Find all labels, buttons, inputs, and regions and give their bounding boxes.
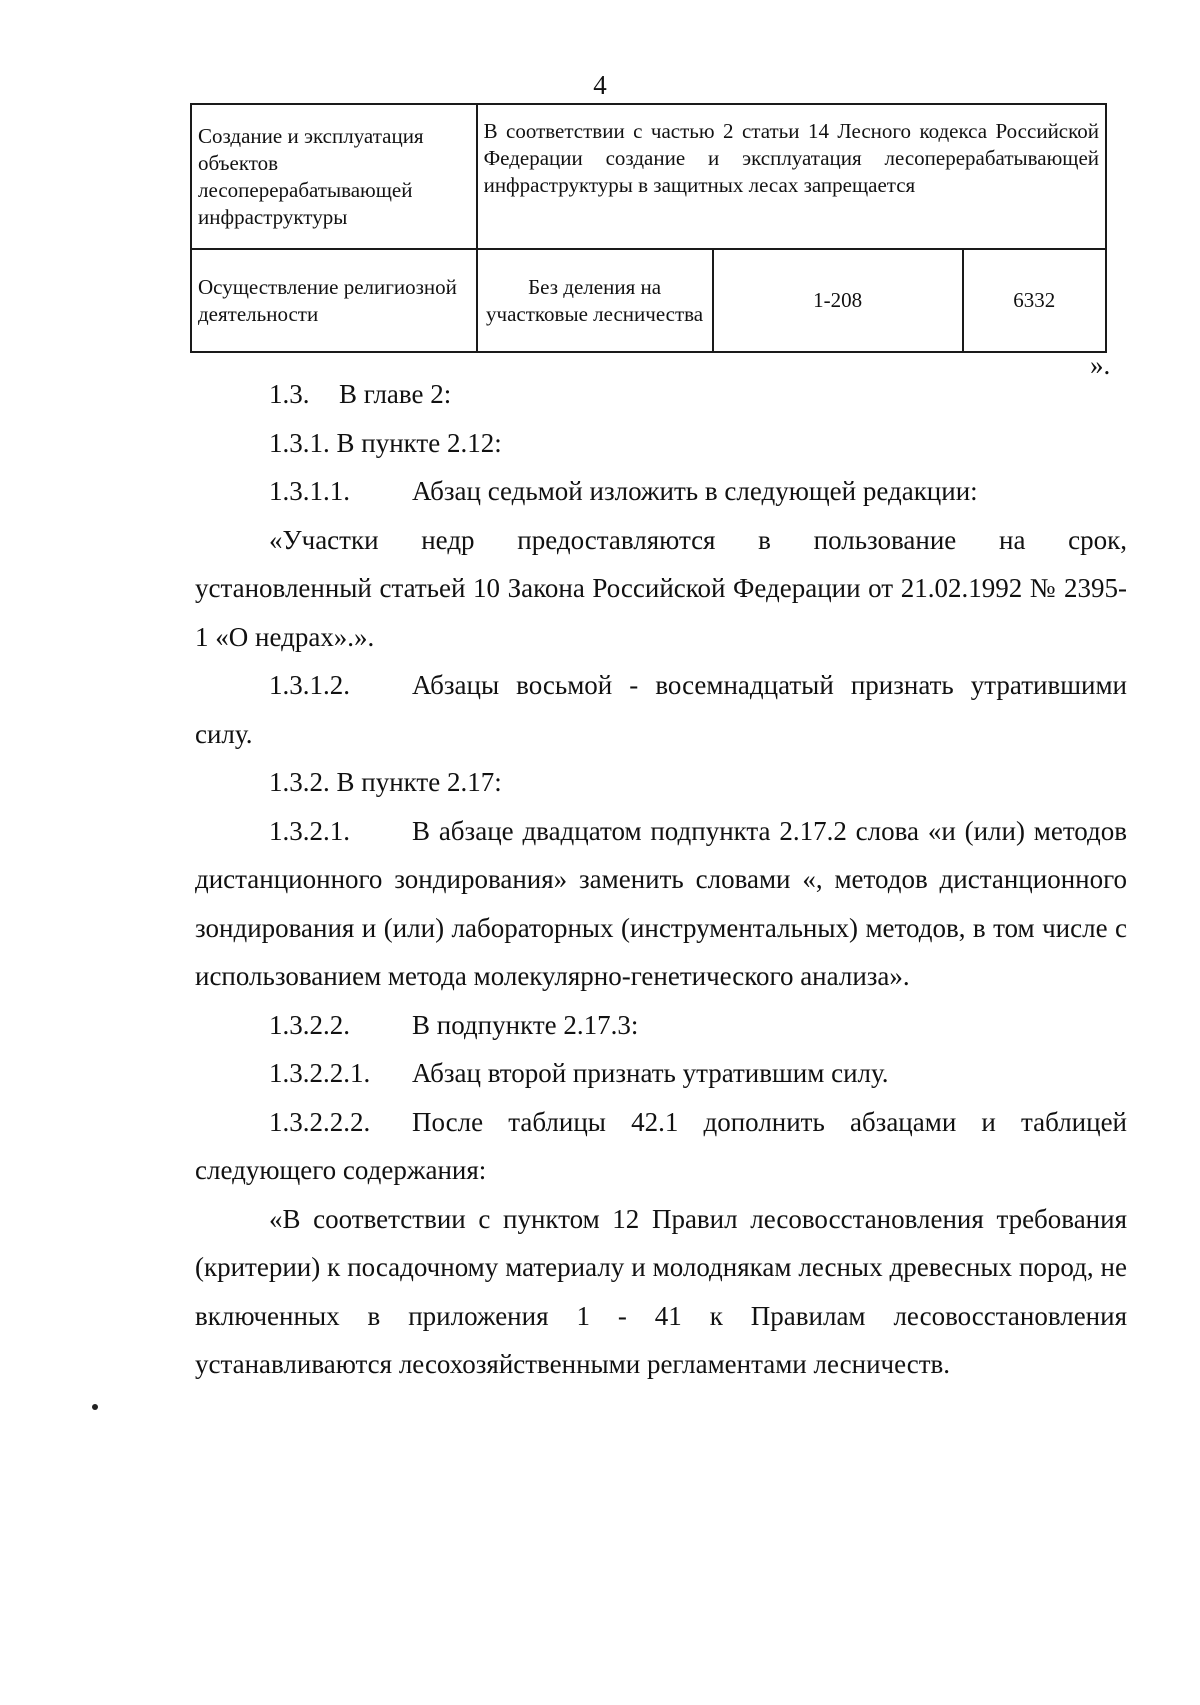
clause-number: 1.3.1.1. <box>269 476 350 506</box>
clause-text: После таблицы 42.1 дополнить абзацами и таблицей следующего содержания: <box>195 1106 1127 1185</box>
clause-1-3-1-1 <box>195 467 1127 516</box>
clause-text: В подпункте 2.17.3: <box>412 1009 639 1040</box>
activity-cell: Осуществление религиозной деятельности <box>191 249 477 352</box>
clause-1-3-2-1 <box>195 807 1127 1001</box>
clause-1-3-2: 1.3.2. В пункте 2.17: <box>269 767 502 797</box>
clause-text: Абзац второй признать утратившим силу. <box>412 1058 889 1088</box>
clause-number: 1.3. <box>269 379 310 409</box>
table-row <box>191 249 1106 352</box>
area-cell: 6332 <box>963 249 1106 352</box>
clause-1-3-2-2-1 <box>195 1049 1127 1098</box>
clause-1-3-1: 1.3.1. В пункте 2.12: <box>269 427 502 458</box>
table-closing-mark: ». <box>1090 350 1111 380</box>
zoning-table <box>190 103 1107 353</box>
clause-text: В главе 2: <box>339 379 452 409</box>
clause-number: 1.3.2.2. <box>269 1009 350 1040</box>
clause-text: Абзац седьмой изложить в следующей редакции: <box>412 476 978 506</box>
page-number: 4 <box>593 70 607 100</box>
document-body <box>195 370 1127 1389</box>
clause-1-3-1-2 <box>195 661 1127 758</box>
clause-1-3-2-2 <box>195 1001 1127 1050</box>
clause-1-3 <box>195 370 1127 419</box>
note-cell: В соответствии с частью 2 статьи 14 Лесного кодекса Российской Федерации создание и эксплуатация лесоперерабатывающей инфраструктуры в защитных лесах запрещается <box>477 104 1106 249</box>
clause-text: Абзацы восьмой - восемнадцатый признать утратившими силу. <box>195 670 1127 749</box>
clause-number: 1.3.2.1. <box>269 815 350 846</box>
clause-text: В абзаце двадцатом подпункта 2.17.2 слова «и (или) методов дистанционного зондирования» заменить словами «, методов дистанционного зондирования и (или) лабораторных (инструментальных) методов, в том числе с использованием метода молекулярно-генетического анализа». <box>195 815 1127 991</box>
quote-line-1: «Участки недр предоставляются в пользование на срок, <box>269 524 1127 555</box>
quarters-cell: 1-208 <box>713 249 963 352</box>
clause-1-3-2-2-2 <box>195 1098 1127 1195</box>
scan-speck <box>92 1404 98 1410</box>
quote-continuation: установленный статьей 10 Закона Российской Федерации от 21.02.1992 № 2395-1 «О недрах».». <box>195 573 1127 652</box>
forestry-cell: Без деления на участковые лесничества <box>477 249 713 352</box>
clause-number: 1.3.2.2.2. <box>269 1106 371 1137</box>
clause-number: 1.3.2.2.1. <box>269 1058 371 1088</box>
quote-paragraph: «В соответствии с пунктом 12 Правил лесовосстановления требования (критерии) к посадочному материалу и молоднякам лесных древесных пород, не включенных в приложения 1 - 41 к Правилам лесовосстановления устанавливаются лесохозяйственными регламентами лесничеств. <box>195 1203 1127 1379</box>
clause-number: 1.3.1.2. <box>269 670 350 700</box>
activity-cell: Создание и эксплуатация объектов лесоперерабатывающей инфраструктуры <box>191 104 477 249</box>
table-row <box>191 104 1106 249</box>
